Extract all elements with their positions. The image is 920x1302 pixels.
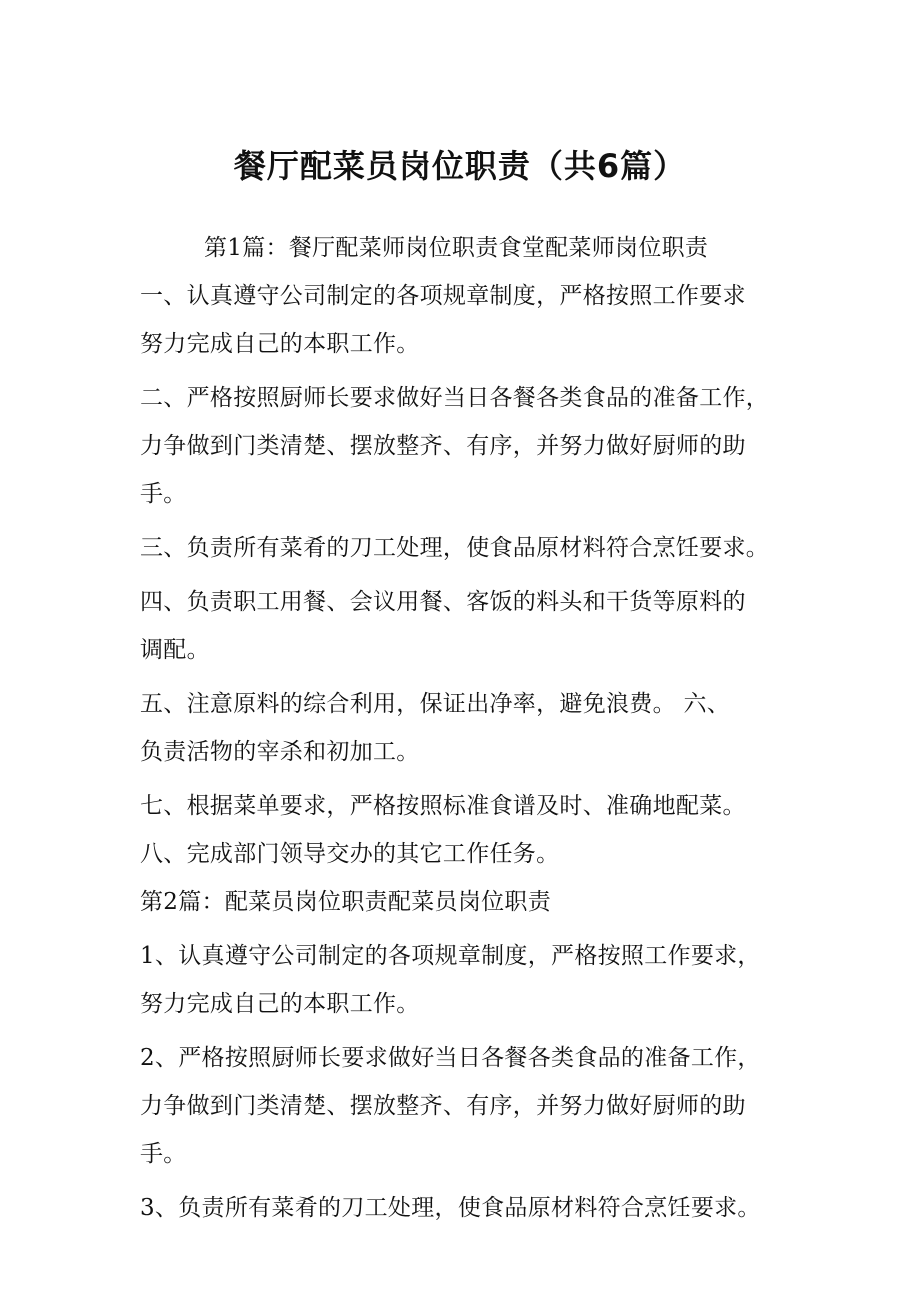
section-1-line: 二、严格按照厨师长要求做好当日各餐各类食品的准备工作， [140, 385, 770, 411]
section-2-line: 1、认真遵守公司制定的各项规章制度，严格按照工作要求， [140, 943, 761, 969]
section-1-line: 手。 [140, 481, 187, 507]
section-2-line: 力争做到门类清楚、摆放整齐、有序，并努力做好厨师的助 [140, 1093, 746, 1119]
section-2-line: 2、严格按照厨师长要求做好当日各餐各类食品的准备工作， [140, 1045, 761, 1071]
section-1-line: 努力完成自己的本职工作。 [140, 331, 420, 357]
section-2-line: 努力完成自己的本职工作。 [140, 991, 420, 1017]
section-1-line: 四、负责职工用餐、会议用餐、客饭的料头和干货等原料的 [140, 589, 746, 615]
document-body [140, 224, 805, 1232]
section-1-line: 调配。 [140, 637, 210, 663]
section-1-line: 三、负责所有菜肴的刀工处理，使食品原材料符合烹饪要求。 [140, 535, 770, 561]
section-1-line: 七、根据菜单要求，严格按照标准食谱及时、准确地配菜。 [140, 793, 746, 819]
section-1-line: 五、注意原料的综合利用，保证出净率，避免浪费。 六、 [140, 691, 731, 717]
section-1-heading: 第1篇：餐厅配菜师岗位职责食堂配菜师岗位职责 [204, 235, 709, 261]
section-2-line: 3、负责所有菜肴的刀工处理，使食品原材料符合烹饪要求。 [140, 1195, 761, 1221]
section-1-line: 一、认真遵守公司制定的各项规章制度，严格按照工作要求 [140, 283, 746, 309]
section-2-heading: 第2篇：配菜员岗位职责配菜员岗位职责 [140, 889, 552, 915]
section-1-line: 负责活物的宰杀和初加工。 [140, 739, 420, 765]
document-title: 餐厅配菜员岗位职责（共6篇） [233, 147, 687, 185]
section-2-line: 手。 [140, 1141, 187, 1167]
section-1-line: 八、完成部门领导交办的其它工作任务。 [140, 841, 560, 867]
section-1-line: 力争做到门类清楚、摆放整齐、有序，并努力做好厨师的助 [140, 433, 746, 459]
